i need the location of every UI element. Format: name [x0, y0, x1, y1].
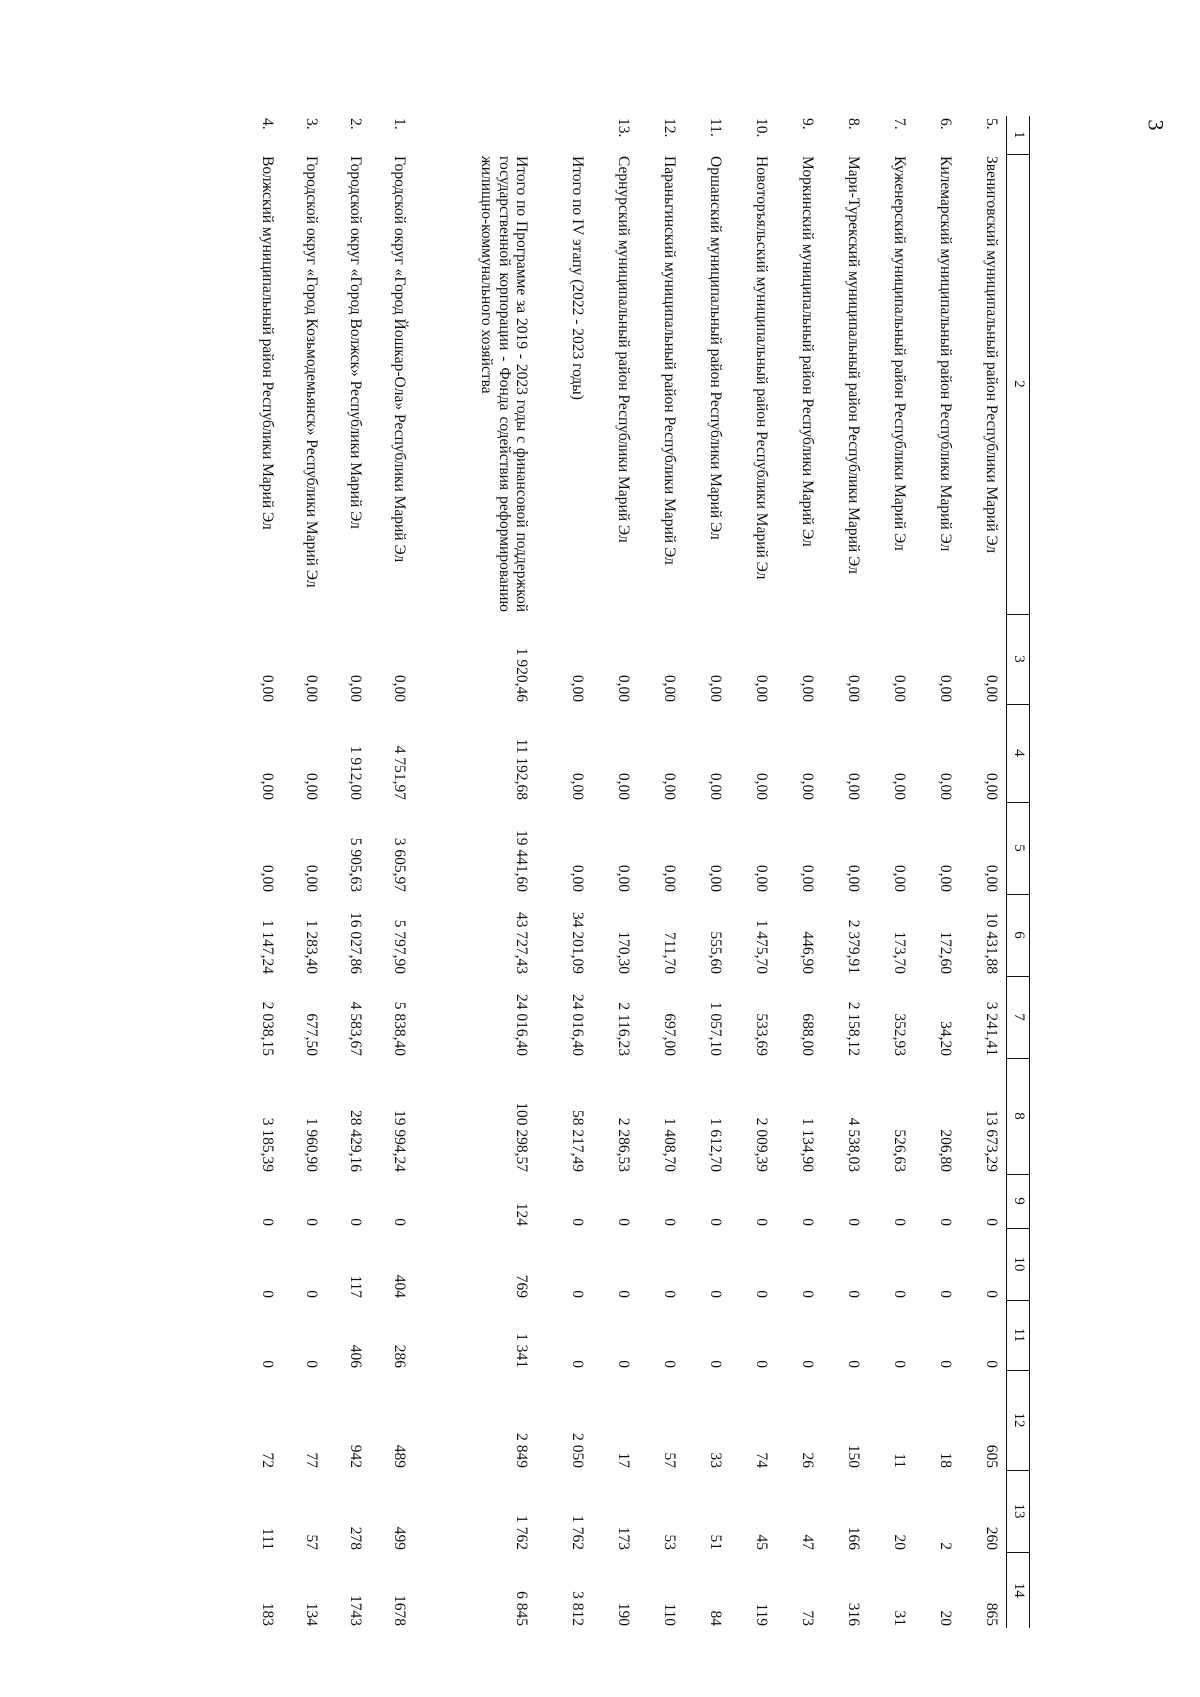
cell-c10: 769	[513, 1274, 531, 1298]
municipality-name: Волжский муниципальный район Республики Марий Эл	[259, 156, 277, 530]
cell-c14: 1678	[391, 1595, 409, 1626]
cell-c11: 0	[799, 1360, 817, 1368]
table-row	[823, 116, 869, 1628]
cell-c10: 0	[661, 1290, 679, 1298]
cell-c9: 0	[259, 1218, 277, 1226]
cell-c12: 33	[707, 1452, 725, 1468]
cell-c6: 34 201,09	[569, 912, 587, 974]
cell-c13: 47	[799, 1534, 817, 1550]
cell-c7: 3 241,41	[983, 1001, 1000, 1056]
cell-c13: 166	[845, 1526, 863, 1550]
cell-c14: 134	[303, 1602, 321, 1626]
cell-c6: 2 379,91	[845, 919, 863, 974]
cell-c4: 0,00	[845, 772, 863, 800]
cell-c5: 0,00	[707, 864, 725, 892]
cell-c6: 10 431,88	[983, 912, 1000, 974]
column-header: 9	[1007, 1174, 1030, 1228]
table-row	[639, 116, 685, 1628]
column-header: 5	[1007, 802, 1030, 894]
cell-c6: 1 283,40	[303, 919, 321, 974]
cell-c14: 316	[845, 1602, 863, 1626]
cell-c12: 11	[891, 1453, 909, 1468]
cell-c9: 0	[303, 1218, 321, 1226]
cell-c3: 0,00	[303, 674, 321, 702]
row-number: 7.	[891, 118, 909, 130]
cell-c13: 57	[303, 1534, 321, 1550]
municipality-name: Сернурский муниципальный район Республики Марий Эл	[615, 156, 633, 543]
municipality-name: Городской округ «Город Козьмодемьянск» Республики Марий Эл	[303, 156, 321, 588]
cell-c10: 0	[845, 1290, 863, 1298]
data-table	[243, 116, 1031, 1628]
cell-c3: 0,00	[569, 674, 587, 702]
cell-c3: 1 920,46	[513, 647, 531, 702]
cell-c14: 183	[259, 1602, 277, 1626]
cell-c9: 0	[615, 1218, 633, 1226]
row-number	[429, 116, 537, 154]
row-number: 13.	[615, 118, 633, 138]
municipality-name: Итого по IV этапу (2022 - 2023 годы)	[569, 156, 587, 400]
column-header: 2	[1007, 154, 1030, 614]
column-header: 3	[1007, 614, 1030, 704]
cell-c4: 0,00	[661, 772, 679, 800]
cell-c7: 1 057,10	[707, 1001, 725, 1056]
cell-c3: 0,00	[845, 674, 863, 702]
cell-c12: 74	[753, 1452, 771, 1468]
cell-c9: 124	[513, 1202, 531, 1226]
cell-c9: 0	[891, 1218, 909, 1226]
municipality-name: Килемарский муниципальный район Республики Марий Эл	[937, 156, 955, 552]
cell-c11: 0	[753, 1360, 771, 1368]
cell-c8: 28 429,16	[347, 1110, 365, 1172]
cell-c9: 0	[661, 1218, 679, 1226]
row-number: 3.	[303, 118, 321, 130]
table-row	[283, 116, 327, 1628]
cell-c10: 117	[347, 1275, 365, 1298]
cell-c10: 404	[391, 1274, 409, 1298]
row-number: 11.	[707, 118, 725, 137]
table-row	[731, 116, 777, 1628]
row-number: 12.	[661, 118, 679, 138]
cell-c7: 2 038,15	[259, 1001, 277, 1056]
table-row	[243, 116, 283, 1628]
cell-c4: 11 192,68	[513, 738, 531, 800]
cell-c10: 0	[937, 1290, 955, 1298]
column-header: 10	[1007, 1228, 1030, 1300]
column-header: 7	[1007, 976, 1030, 1058]
cell-c6: 555,60	[707, 931, 725, 974]
cell-c8: 4 538,03	[845, 1117, 863, 1172]
table-row	[915, 116, 961, 1628]
cell-c8: 206,80	[937, 1129, 955, 1172]
municipality-name: Параньгинский муниципальный район Республики Марий Эл	[661, 156, 679, 565]
municipality-name: Моркинский муниципальный район Республики Марий Эл	[799, 156, 817, 547]
table-row	[777, 116, 823, 1628]
header-row	[1007, 116, 1030, 1628]
row-number: 6.	[937, 118, 955, 130]
cell-c10: 0	[707, 1290, 725, 1298]
cell-c9: 0	[845, 1218, 863, 1226]
cell-c9: 0	[707, 1218, 725, 1226]
cell-c9: 0	[391, 1218, 409, 1226]
cell-c11: 1 341	[513, 1333, 531, 1368]
cell-c11: 0	[259, 1360, 277, 1368]
cell-c12: 17	[615, 1452, 633, 1468]
cell-c7: 688,00	[799, 1013, 817, 1056]
cell-c4: 0,00	[891, 772, 909, 800]
cell-c14: 73	[799, 1610, 817, 1626]
cell-c11: 0	[303, 1360, 321, 1368]
cell-c13: 1 762	[569, 1515, 587, 1550]
cell-c6: 711,70	[661, 931, 679, 974]
cell-c10: 0	[615, 1290, 633, 1298]
cell-c7: 2 158,12	[845, 1001, 863, 1056]
cell-c4: 0,00	[983, 772, 1000, 800]
row-number: 8.	[845, 118, 863, 130]
cell-c3: 0,00	[615, 674, 633, 702]
cell-c13: 1 762	[513, 1515, 531, 1550]
cell-c4: 4 751,97	[391, 745, 409, 800]
cell-c8: 19 994,24	[391, 1110, 409, 1172]
cell-c5: 0,00	[303, 864, 321, 892]
cell-c3: 0,00	[347, 674, 365, 702]
cell-c4: 0,00	[753, 772, 771, 800]
cell-c11: 0	[661, 1360, 679, 1368]
cell-c12: 150	[845, 1444, 863, 1468]
cell-c3: 0,00	[707, 674, 725, 702]
cell-c9: 0	[937, 1218, 955, 1226]
row-number: 5.	[983, 118, 1000, 130]
row-number: 1.	[391, 118, 409, 130]
cell-c11: 0	[615, 1360, 633, 1368]
cell-c6: 1 475,70	[753, 919, 771, 974]
cell-c14: 3 812	[569, 1591, 587, 1626]
cell-c14: 6 845	[513, 1591, 531, 1626]
cell-c9: 0	[347, 1218, 365, 1226]
cell-c11: 0	[707, 1360, 725, 1368]
cell-c11: 286	[391, 1344, 409, 1368]
cell-c13: 45	[753, 1534, 771, 1550]
row-number	[537, 116, 593, 154]
cell-c4: 0,00	[615, 772, 633, 800]
cell-c12: 489	[391, 1444, 409, 1468]
cell-c13: 278	[347, 1526, 365, 1550]
page-number: 3	[1143, 119, 1169, 131]
row-number: 4.	[259, 118, 277, 130]
cell-c7: 352,93	[891, 1013, 909, 1056]
cell-c4: 1 912,00	[347, 745, 365, 800]
cell-c4: 0,00	[799, 772, 817, 800]
cell-c12: 605	[983, 1444, 1000, 1468]
row-number: 2.	[347, 118, 365, 130]
cell-c9: 0	[799, 1218, 817, 1226]
cell-c13: 51	[707, 1534, 725, 1550]
cell-c12: 942	[347, 1444, 365, 1468]
cell-c14: 84	[707, 1610, 725, 1626]
cell-c8: 1 408,70	[661, 1117, 679, 1172]
cell-c6: 170,30	[615, 931, 633, 974]
cell-c4: 0,00	[937, 772, 955, 800]
cell-c10: 0	[303, 1290, 321, 1298]
cell-c10: 0	[799, 1290, 817, 1298]
cell-c9: 0	[569, 1218, 587, 1226]
cell-c3: 0,00	[891, 674, 909, 702]
cell-c6: 172,60	[937, 931, 955, 974]
cell-c8: 1 612,70	[707, 1117, 725, 1172]
column-header: 12	[1007, 1370, 1030, 1470]
cell-c7: 34,20	[937, 1021, 955, 1056]
column-header: 8	[1007, 1058, 1030, 1174]
column-header: 4	[1007, 704, 1030, 802]
cell-c12: 72	[259, 1452, 277, 1468]
table-row	[537, 116, 593, 1628]
municipality-name: Городской округ «Город Йошкар-Ола» Республики Марий Эл	[391, 156, 409, 563]
cell-c3: 0,00	[259, 674, 277, 702]
cell-c5: 0,00	[799, 864, 817, 892]
cell-c11: 0	[569, 1360, 587, 1368]
cell-c6: 16 027,86	[347, 912, 365, 974]
cell-c11: 0	[983, 1360, 1000, 1368]
municipality-name: Оршанский муниципальный район Республики Марий Эл	[707, 156, 725, 540]
cell-c10: 0	[983, 1290, 1000, 1298]
cell-c11: 406	[347, 1344, 365, 1368]
table-row	[593, 116, 639, 1628]
cell-c14: 20	[937, 1610, 955, 1626]
cell-c5: 0,00	[259, 864, 277, 892]
cell-c5: 19 441,60	[513, 830, 531, 892]
cell-c5: 0,00	[937, 864, 955, 892]
cell-c13: 260	[983, 1526, 1000, 1550]
cell-c7: 5 838,40	[391, 1001, 409, 1056]
rotated-table-container	[198, 116, 1030, 1628]
column-header: 11	[1007, 1300, 1030, 1370]
cell-c12: 57	[661, 1452, 679, 1468]
cell-c5: 0,00	[891, 864, 909, 892]
table-row	[327, 116, 371, 1628]
cell-c14: 865	[983, 1602, 1000, 1626]
cell-c7: 697,00	[661, 1013, 679, 1056]
row-number: 10.	[753, 118, 771, 138]
municipality-name: Мари-Турекский муниципальный район Республики Марий Эл	[845, 156, 863, 574]
cell-c5: 0,00	[845, 864, 863, 892]
cell-c8: 58 217,49	[569, 1110, 587, 1172]
cell-c10: 0	[753, 1290, 771, 1298]
cell-c5: 5 905,63	[347, 837, 365, 892]
table-row	[869, 116, 915, 1628]
cell-c8: 3 185,39	[259, 1117, 277, 1172]
column-header: 13	[1007, 1470, 1030, 1552]
cell-c8: 2 009,39	[753, 1117, 771, 1172]
cell-c7: 533,69	[753, 1013, 771, 1056]
cell-c13: 173	[615, 1526, 633, 1550]
cell-c8: 1 134,90	[799, 1117, 817, 1172]
cell-c13: 20	[891, 1534, 909, 1550]
column-header: 14	[1007, 1552, 1030, 1628]
cell-c9: 0	[753, 1218, 771, 1226]
cell-c12: 77	[303, 1452, 321, 1468]
cell-c7: 2 116,23	[615, 1002, 633, 1056]
cell-c8: 526,63	[891, 1129, 909, 1172]
cell-c7: 677,50	[303, 1013, 321, 1056]
cell-c7: 24 016,40	[513, 994, 531, 1056]
cell-c13: 53	[661, 1534, 679, 1550]
cell-c5: 0,00	[753, 864, 771, 892]
cell-c6: 173,70	[891, 931, 909, 974]
cell-c13: 2	[937, 1542, 955, 1550]
cell-c13: 111	[259, 1527, 277, 1550]
cell-c4: 0,00	[707, 772, 725, 800]
municipality-name: Новоторъяльский муниципальный район Республики Марий Эл	[753, 156, 771, 580]
municipality-name: Итого по Программе за 2019 - 2023 годы с финансовой поддержкой государственной корпорации - Фонда содействия реформированию жилищно-коммунального хозяйства	[477, 156, 531, 612]
cell-c4: 0,00	[303, 772, 321, 800]
cell-c12: 26	[799, 1452, 817, 1468]
cell-c14: 110	[661, 1603, 679, 1626]
cell-c12: 18	[937, 1452, 955, 1468]
municipality-name: Городской округ «Город Волжск» Республики Марий Эл	[347, 156, 365, 529]
cell-c5: 0,00	[569, 864, 587, 892]
cell-c4: 0,00	[569, 772, 587, 800]
cell-c8: 2 286,53	[615, 1117, 633, 1172]
cell-c10: 0	[259, 1290, 277, 1298]
cell-c14: 119	[753, 1603, 771, 1626]
cell-c8: 13 673,29	[983, 1110, 1000, 1172]
municipality-name: Звениговский муниципальный район Республики Марий Эл	[983, 156, 1000, 554]
cell-c5: 3 605,97	[391, 837, 409, 892]
column-header: 1	[1007, 116, 1030, 154]
group-spacer	[415, 116, 429, 1628]
cell-c8: 1 960,90	[303, 1117, 321, 1172]
cell-c10: 0	[891, 1290, 909, 1298]
cell-c11: 0	[937, 1360, 955, 1368]
cell-c10: 0	[569, 1290, 587, 1298]
cell-c3: 0,00	[753, 674, 771, 702]
cell-c4: 0,00	[259, 772, 277, 800]
cell-c14: 1743	[347, 1595, 365, 1626]
cell-c5: 0,00	[661, 864, 679, 892]
cell-c5: 0,00	[983, 864, 1000, 892]
row-number: 9.	[799, 118, 817, 130]
table-body	[243, 116, 1007, 1628]
cell-c8: 100 298,57	[513, 1102, 531, 1172]
cell-c12: 2 849	[513, 1433, 531, 1468]
cell-c3: 0,00	[661, 674, 679, 702]
municipality-name: Куженерский муниципальный район Республики Марий Эл	[891, 156, 909, 551]
cell-c11: 0	[891, 1360, 909, 1368]
table-row	[685, 116, 731, 1628]
cell-c14: 190	[615, 1602, 633, 1626]
cell-c6: 43 727,43	[513, 912, 531, 974]
cell-c12: 2 050	[569, 1433, 587, 1468]
cell-c7: 24 016,40	[569, 994, 587, 1056]
table-row	[429, 116, 537, 1628]
cell-c3: 0,00	[983, 674, 1000, 702]
cell-c14: 31	[891, 1610, 909, 1626]
cell-c7: 4 583,67	[347, 1001, 365, 1056]
column-header: 6	[1007, 894, 1030, 976]
cell-c3: 0,00	[391, 674, 409, 702]
cell-c11: 0	[845, 1360, 863, 1368]
cell-c9: 0	[983, 1218, 1000, 1226]
cell-c13: 499	[391, 1526, 409, 1550]
cell-c3: 0,00	[799, 674, 817, 702]
cell-c6: 5 797,90	[391, 919, 409, 974]
cell-c6: 446,90	[799, 931, 817, 974]
table-row	[371, 116, 415, 1628]
cell-c6: 1 147,24	[259, 919, 277, 974]
cell-c5: 0,00	[615, 864, 633, 892]
cell-c3: 0,00	[937, 674, 955, 702]
table-row	[961, 116, 1007, 1628]
